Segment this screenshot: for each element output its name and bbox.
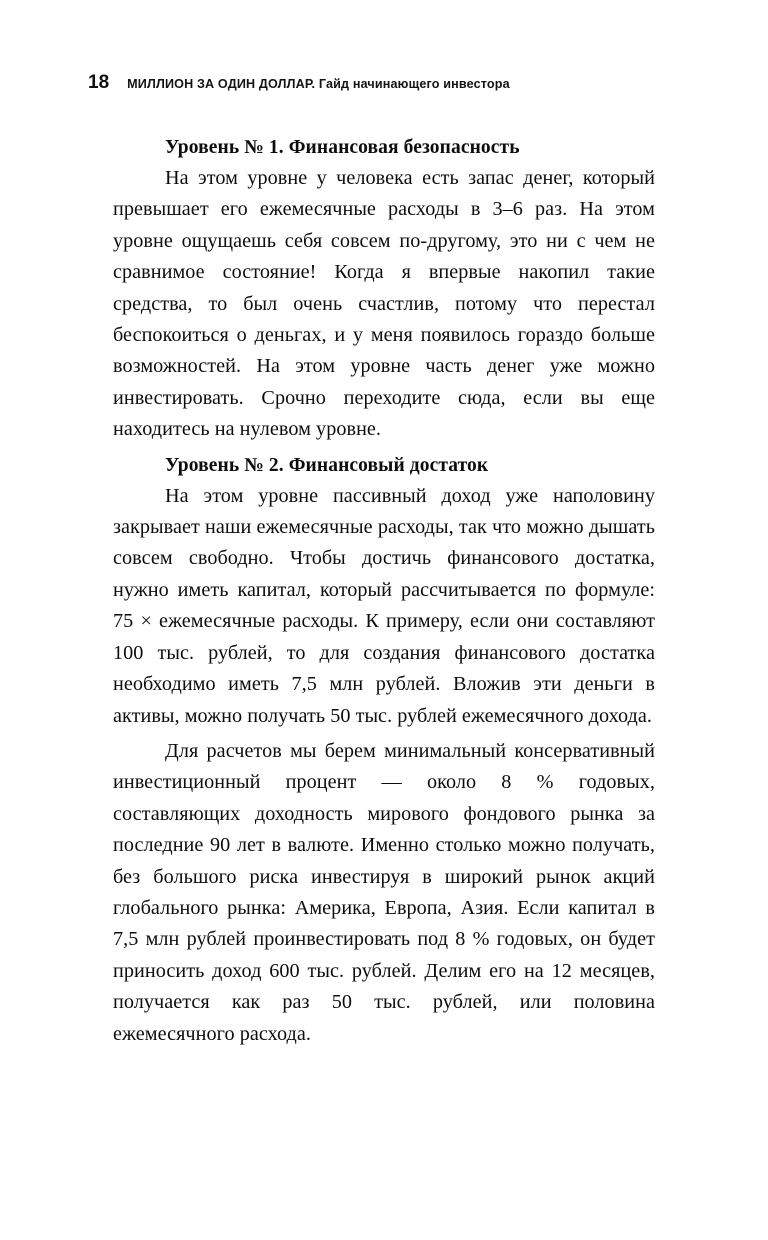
text-block [113, 133, 655, 1050]
section-2-paragraph-2: Для расчетов мы берем минимальный консервативный инвестиционный процент — около 8 % годовых, составляющих доходность мирового фондового рынка за последние 90 лет в валюте. Именно столько можно получать, без большого риска инвестируя в широкий рынок акций глобального рынка: Америка, Европа, Азия. Если капитал в 7,5 млн рублей проинвестировать под 8 % годовых, он будет приносить доход 600 тыс. рублей. Делим его на 12 месяцев, получается как раз 50 тыс. рублей, или половина ежемесячного расхода. [113, 739, 655, 1045]
running-head [88, 72, 688, 94]
section-1-paragraph-1: На этом уровне у человека есть запас денег, который превышает его ежемесячные расходы в 3–6 раз. На этом уровне ощущаешь себя совсем по-другому, это ни с чем не сравнимое состояние! Когда я впервые накопил такие средства, то был очень счастлив, потому что перестал беспокоиться о деньгах, и у меня появилось гораздо больше возможностей. На этом уровне часть денег уже можно инвестировать. Срочно переходите сюда, если вы еще находитесь на нулевом уровне. [113, 167, 655, 441]
section-heading-1: Уровень № 1. Финансовая безопасность [165, 137, 520, 158]
page-number: 18 [88, 72, 110, 93]
section-2-paragraph-1: На этом уровне пассивный доход уже наполовину закрывает наши ежемесячные расходы, так что можно дышать совсем свободно. Чтобы достичь финансового достатка, нужно иметь капитал, который рассчитывается по формуле: 75 × ежемесячные расходы. К примеру, если они составляют 100 тыс. рублей, то для создания финансового достатка необходимо иметь 7,5 млн рублей. Вложив эти деньги в активы, можно получать 50 тыс. рублей ежемесячного дохода. [113, 484, 655, 727]
section-heading-2: Уровень № 2. Финансовый достаток [165, 454, 489, 476]
running-title: МИЛЛИОН ЗА ОДИН ДОЛЛАР. Гайд начинающего инвестора [127, 77, 510, 91]
